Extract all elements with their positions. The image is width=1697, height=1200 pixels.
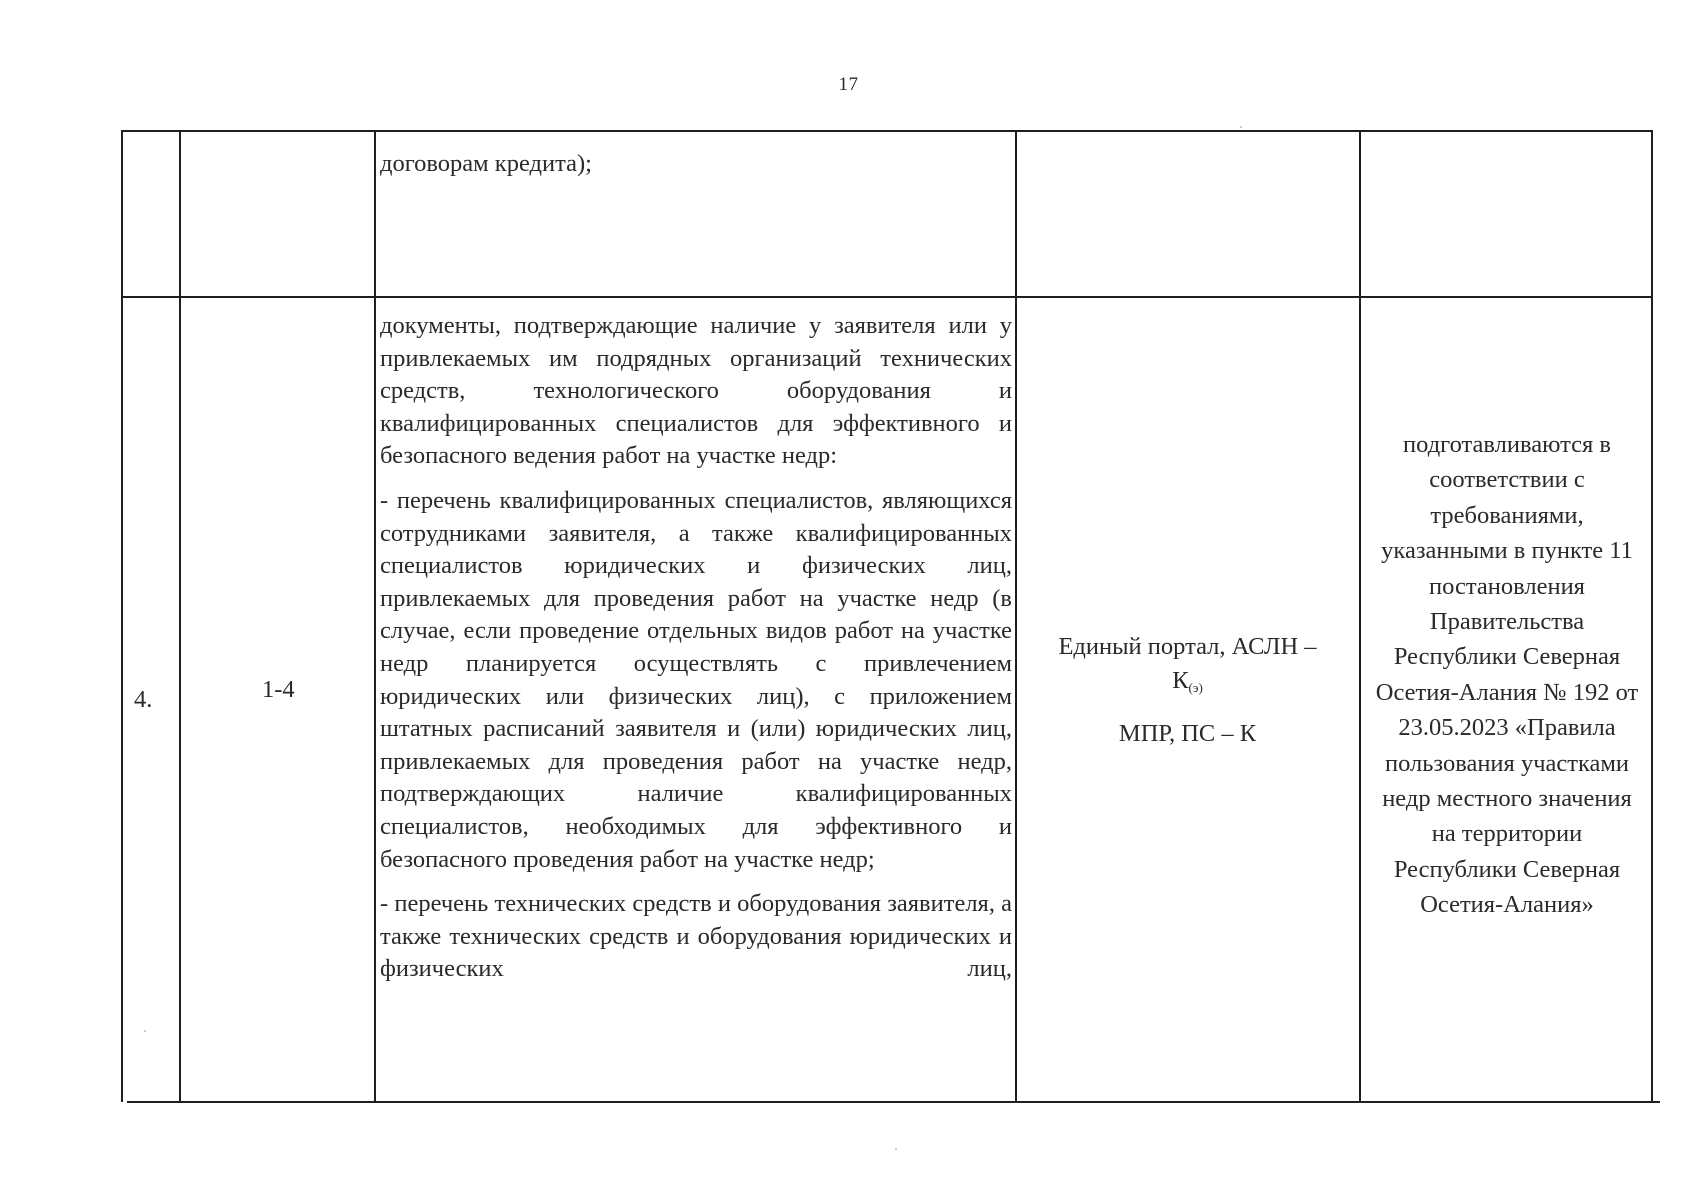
table-col-divider-3 — [1015, 130, 1017, 1102]
row-requirements: подготавливаются в соответствии с требованиями, указанными в пункте 11 постановления Правительства Республики Северная Осетия-Алания № 192 от 23.05.2023 «Правила пользования участками недр местного значения на территории Республики Северная Осетия-Алания» — [1375, 431, 1639, 919]
table-border-left — [121, 130, 123, 1102]
scan-speck — [144, 1030, 146, 1032]
table-row-divider — [121, 296, 1652, 298]
source-line: МПР, ПС – К — [1118, 720, 1257, 747]
table-border-right — [1651, 130, 1653, 1102]
continued-row-text: договорам кредита); — [380, 150, 592, 177]
table-border-bottom — [127, 1101, 1660, 1103]
scan-speck — [1240, 126, 1242, 128]
scan-speck — [895, 1148, 897, 1150]
table-col-divider-1 — [179, 130, 181, 1102]
page-number: 17 — [838, 74, 859, 95]
row-range: 1-4 — [262, 676, 295, 703]
description-paragraph: документы, подтверждающие наличие у заявителя или у привлекаемых им подрядных организаций технических средств, технологического оборудования и квалифицированных специалистов для эффективного и безопасного ведения работ на участке недр: — [380, 312, 1012, 470]
description-paragraph: - перечень технических средств и оборудования заявителя, а также технических средств и оборудования юридических и физических лиц, — [380, 890, 1012, 983]
row-description — [380, 310, 1012, 986]
table-border-top — [121, 130, 1652, 132]
source-subscript: (э) — [1188, 680, 1203, 695]
source-line: Единый портал, АСЛН – — [1058, 633, 1317, 660]
row-source — [1020, 630, 1355, 751]
table-col-divider-2 — [374, 130, 376, 1102]
row-number: 4. — [134, 686, 153, 713]
source-line — [1020, 664, 1355, 705]
table-col-divider-4 — [1359, 130, 1361, 1102]
description-paragraph: - перечень квалифицированных специалистов, являющихся сотрудниками заявителя, а также квалифицированных специалистов юридических и физических лиц, привлекаемых для проведения работ на участке недр (в случае, если проведение отдельных видов работ на участке недр планируется осуществлять с привлечением юридических или физических лиц), с приложением штатных расписаний заявителя и (или) юридических лиц, привлекаемых для проведения работ на участке недр, подтверждающих наличие квалифицированных специалистов, необходимых для эффективного и безопасного проведения работ на участке недр; — [380, 486, 1012, 873]
source-letter: К — [1172, 667, 1189, 694]
